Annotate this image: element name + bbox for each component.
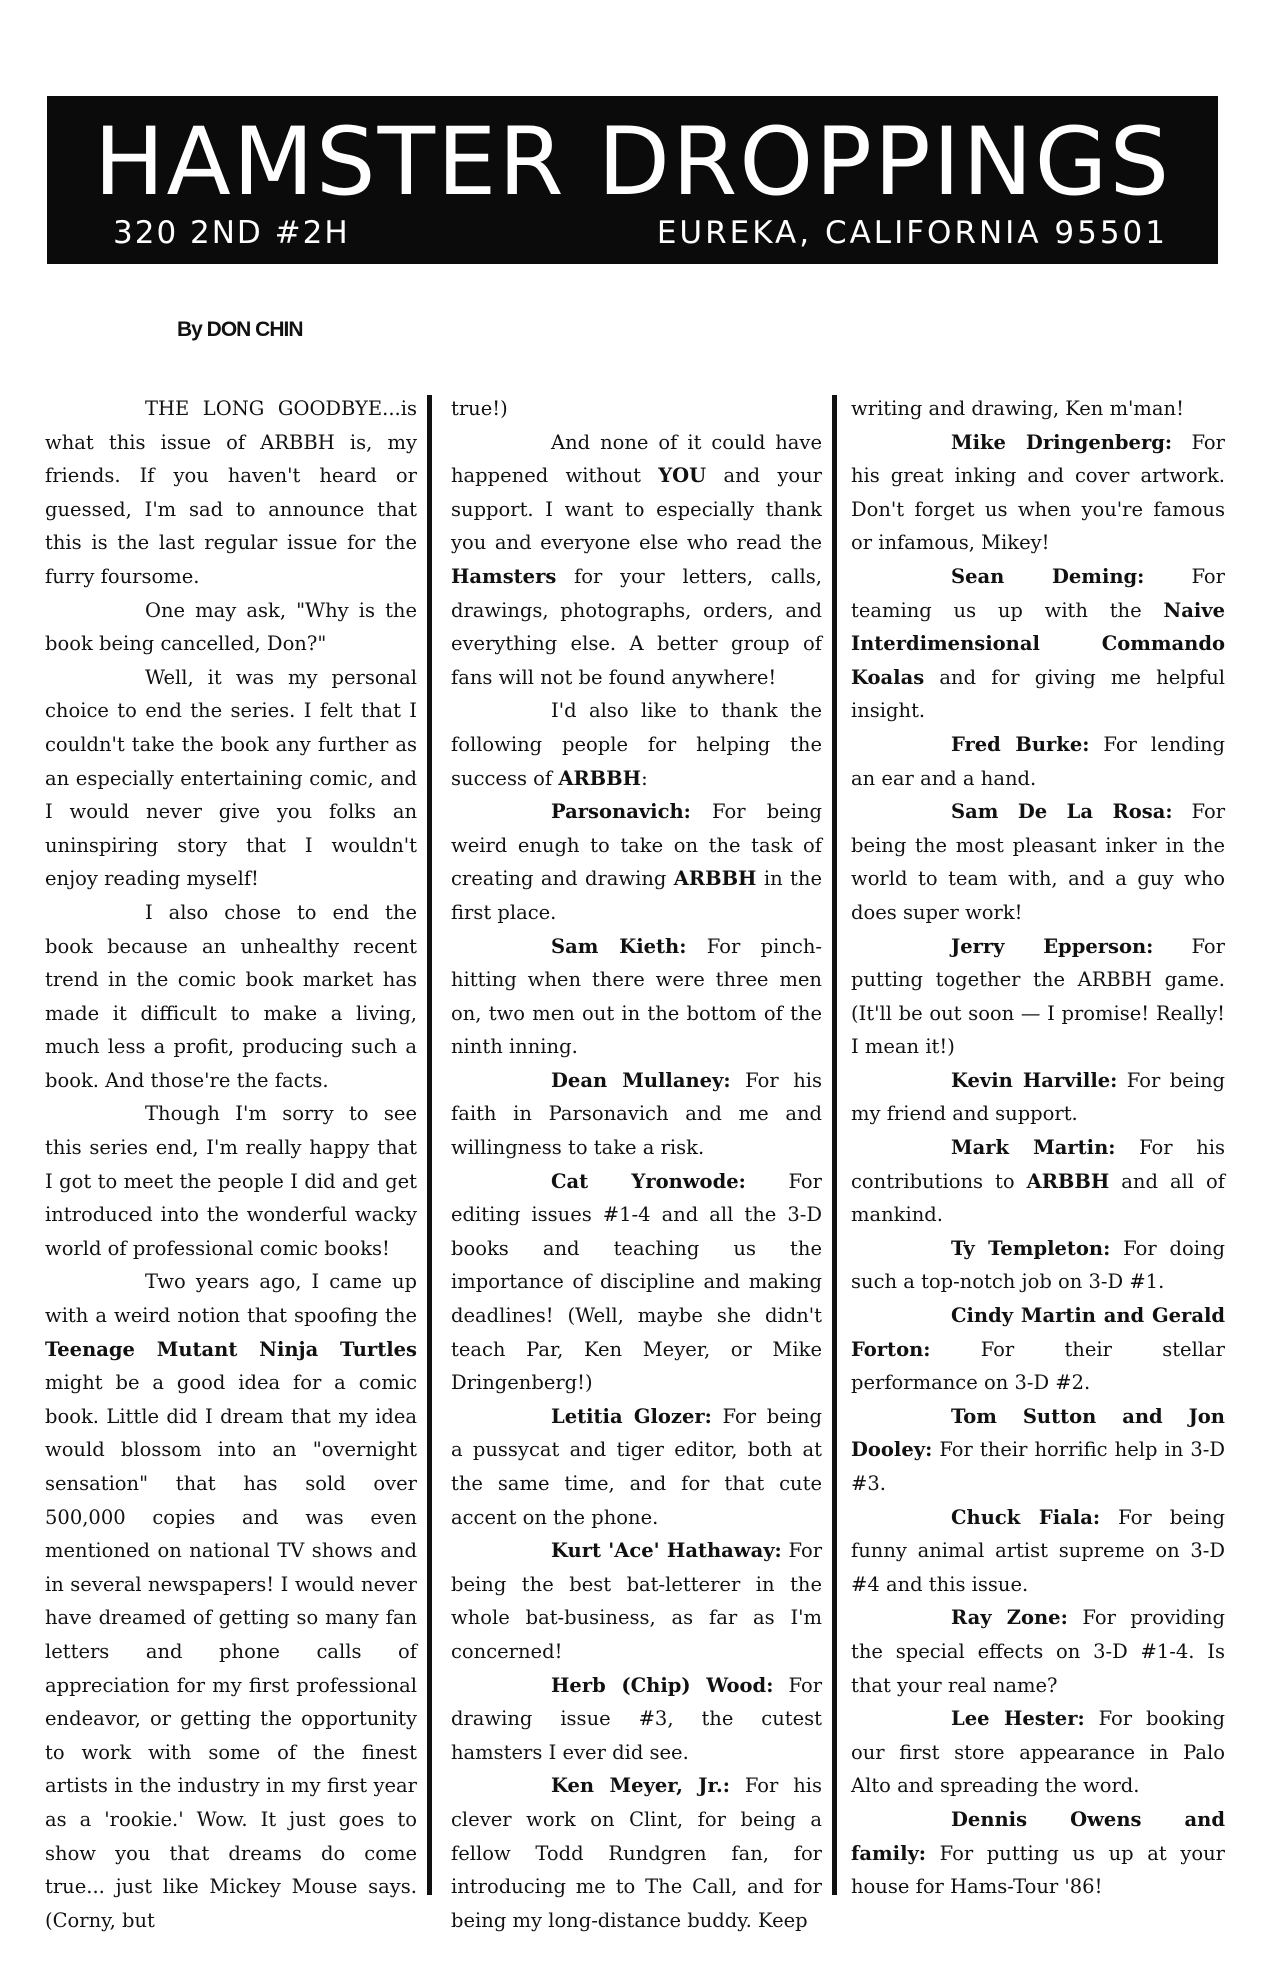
thanks-entry xyxy=(851,1299,1225,1400)
thanks-text: For being my friend and support. xyxy=(851,1068,1226,1126)
text: and your support. I want to especially thank you and everyone else who read the xyxy=(451,464,822,555)
thanks-entry xyxy=(451,1769,822,1937)
thanks-entry xyxy=(851,795,1225,929)
thanks-entry xyxy=(451,1165,822,1400)
thanks-name: Lee Hester: xyxy=(951,1707,1085,1731)
thanks-text: For his contributions to xyxy=(851,1136,1225,1193)
column-1 xyxy=(45,392,417,1932)
column-rule-right xyxy=(832,395,837,1895)
masthead-city: EUREKA, CALIFORNIA 95501 xyxy=(656,215,1168,251)
masthead-address: 320 2ND #2H xyxy=(113,215,350,251)
thanks-text: For lending an ear and a hand. xyxy=(851,732,1226,790)
thanks-name: Kurt 'Ace' Hathaway: xyxy=(551,1539,782,1563)
bold-title: Teenage Mutant Ninja Turtles xyxy=(45,1337,417,1361)
bold-word: YOU xyxy=(658,464,707,488)
thanks-name: Herb (Chip) Wood: xyxy=(551,1673,774,1697)
thanks-entry xyxy=(451,795,822,929)
thanks-text: For being the best bat-letterer in the whole bat-business, as far as I'm concerned! xyxy=(451,1539,823,1663)
thanks-name: Parsonavich: xyxy=(551,800,691,824)
paragraph: writing and drawing, Ken m'man! xyxy=(851,397,1184,420)
column-2 xyxy=(451,392,823,1932)
masthead-title: HAMSTER DROPPINGS xyxy=(93,108,1172,217)
thanks-text: For being the most pleasant inker in the world to team with, and a guy who does super work! xyxy=(851,800,1226,924)
thanks-entry xyxy=(451,1064,822,1165)
thanks-name: Cat Yronwode: xyxy=(551,1169,746,1193)
thanks-text: For their horrific help in 3-D #3. xyxy=(851,1438,1225,1495)
byline: By DON CHIN xyxy=(177,318,303,341)
thanks-text: and for giving me helpful insight. xyxy=(851,665,1225,723)
thanks-name: Letitia Glozer: xyxy=(551,1404,712,1428)
thanks-entry xyxy=(851,728,1225,795)
thanks-name: Ken Meyer, Jr.: xyxy=(551,1774,731,1798)
paragraph xyxy=(451,694,822,795)
text: might be a good idea for a comic book. Little did I dream that my idea would blossom into an "overnight sensation" that has sold over 500,000 copies and was even mentioned on national TV shows and in several newspapers! I would never have dreamed of getting so many fan letters and phone calls of appreciation for my first professional endeavor, or getting the opportunity to work with some of the finest artists in the industry in my first year as a 'rookie.' Wow. It just goes to show you that dreams do come true... just like Mickey Mouse says. (Corny, but xyxy=(45,1371,417,1932)
thanks-entry xyxy=(851,1702,1225,1803)
thanks-entry xyxy=(451,930,822,1064)
thanks-text: For being funny animal artist supreme on 3-D #4 and this issue. xyxy=(851,1505,1225,1596)
thanks-name: Ray Zone: xyxy=(951,1606,1068,1630)
thanks-text: in the first place. xyxy=(451,867,822,924)
column-3 xyxy=(851,392,1225,1902)
thanks-text: For editing issues #1-4 and all the 3-D books and teaching us the importance of discipline and making deadlines! (Well, maybe she didn't teach Par, Ken Meyer, or Mike Dringenberg!) xyxy=(451,1169,822,1395)
bold-word: ARBBH xyxy=(558,766,642,790)
thanks-entry xyxy=(851,1131,1225,1232)
paragraph: THE LONG GOODBYE...is what this issue of ARBBH is, my friends. If you haven't heard or guessed, I'm sad to announce that this is the last regular issue for the furry foursome. xyxy=(45,397,417,588)
paragraph xyxy=(451,426,822,695)
paragraph: Though I'm sorry to see this series end, I'm really happy that I got to meet the people I did and get introduced into the wonderful wacky world of professional comic books! xyxy=(45,1102,417,1260)
thanks-name: Cindy Martin and Gerald Forton: xyxy=(851,1304,1225,1361)
thanks-name: Sean Deming: xyxy=(951,564,1145,588)
paragraph: I also chose to end the book because an unhealthy recent trend in the comic book market has made it difficult to make a living, much less a profit, producing such a book. And those're the facts. xyxy=(45,900,417,1092)
thanks-name: Kevin Harville: xyxy=(951,1068,1118,1092)
paragraph: One may ask, "Why is the book being cancelled, Don?" xyxy=(45,598,417,656)
thanks-entry xyxy=(851,1501,1225,1602)
thanks-text: For providing the special effects on 3-D #1-4. Is that your real name? xyxy=(851,1606,1225,1697)
thanks-name: Dennis Owens and family: xyxy=(851,1807,1225,1865)
thanks-text: For pinch-hitting when there were three men on, two men out in the bottom of the ninth inning. xyxy=(451,934,822,1059)
paragraph: Well, it was my personal choice to end the series. I felt that I couldn't take the book any further as an especially entertaining comic, and I would never give you folks an uninspiring story that I wouldn't enjoy reading myself! xyxy=(45,665,417,891)
thanks-text: and all of mankind. xyxy=(851,1169,1225,1227)
thanks-entry xyxy=(451,1534,822,1668)
paragraph xyxy=(45,1265,417,1937)
thanks-entry xyxy=(851,1803,1225,1904)
thanks-entry xyxy=(851,930,1225,1064)
text: Two years ago, I came up with a weird notion that spoofing the xyxy=(45,1270,417,1328)
thanks-name: Mike Dringenberg: xyxy=(951,430,1173,454)
thanks-entry xyxy=(851,1064,1225,1131)
thanks-entry xyxy=(851,1232,1225,1299)
thanks-name: Sam De La Rosa: xyxy=(951,800,1173,824)
thanks-name: Sam Kieth: xyxy=(551,934,687,958)
thanks-text: For doing such a top-notch job on 3-D #1. xyxy=(851,1236,1225,1294)
thanks-name: Fred Burke: xyxy=(951,732,1090,756)
thanks-entry xyxy=(451,1400,822,1534)
thanks-entry xyxy=(851,1601,1225,1702)
thanks-name: Mark Martin: xyxy=(951,1136,1116,1160)
bold-word: ARBBH xyxy=(673,867,757,891)
text: : xyxy=(641,766,648,790)
thanks-text: For being weird enugh to take on the task of creating and drawing xyxy=(451,800,823,891)
thanks-entry xyxy=(851,1400,1225,1501)
thanks-text: For being a pussycat and tiger editor, both at the same time, and for that cute accent on the phone. xyxy=(451,1404,823,1529)
thanks-name: Dean Mullaney: xyxy=(551,1068,731,1092)
thanks-text: For booking our first store appearance in Palo Alto and spreading the word. xyxy=(851,1707,1226,1798)
text: I'd also like to thank the following people for helping the success of xyxy=(451,699,822,790)
thanks-text: For putting together the ARBBH game. (It'll be out soon — I promise! Really! I mean it!) xyxy=(851,934,1225,1059)
thanks-entry xyxy=(451,1669,822,1770)
thanks-text: For teaming us up with the xyxy=(851,564,1225,622)
bold-word: Hamsters xyxy=(451,564,557,588)
thanks-text: For his great inking and cover artwork. Don't forget us when you're famous or infamous, Mikey! xyxy=(851,430,1225,555)
thanks-name: Chuck Fiala: xyxy=(951,1505,1101,1529)
thanks-entry xyxy=(851,426,1225,560)
thanks-entry xyxy=(851,560,1225,728)
thanks-text: For putting us up at your house for Hams-Tour '86! xyxy=(851,1841,1226,1899)
text: And none of it could have happened without xyxy=(451,430,822,488)
thanks-name: Tom Sutton and Jon Dooley: xyxy=(851,1404,1225,1462)
paragraph: true!) xyxy=(451,397,508,420)
bold-word: ARBBH xyxy=(1026,1169,1110,1193)
bold-title: Naive Interdimensional Commando Koalas xyxy=(851,598,1225,689)
thanks-text: For drawing issue #3, the cutest hamsters I ever did see. xyxy=(451,1673,823,1764)
thanks-text: For their stellar performance on 3-D #2. xyxy=(851,1337,1225,1395)
column-rule-left xyxy=(427,395,432,1895)
masthead-banner xyxy=(47,96,1218,264)
thanks-name: Ty Templeton: xyxy=(951,1236,1111,1260)
thanks-text: For his faith in Parsonavich and me and willingness to take a risk. xyxy=(451,1068,823,1160)
thanks-name: Jerry Epperson: xyxy=(951,934,1154,958)
thanks-text: For his clever work on Clint, for being a fellow Todd Rundgren fan, for introducing me to The Call, and for being my long-distance buddy. Keep xyxy=(451,1774,822,1932)
text: for your letters, calls, drawings, photographs, orders, and everything else. A better group of fans will not be found anywhere! xyxy=(451,564,822,689)
